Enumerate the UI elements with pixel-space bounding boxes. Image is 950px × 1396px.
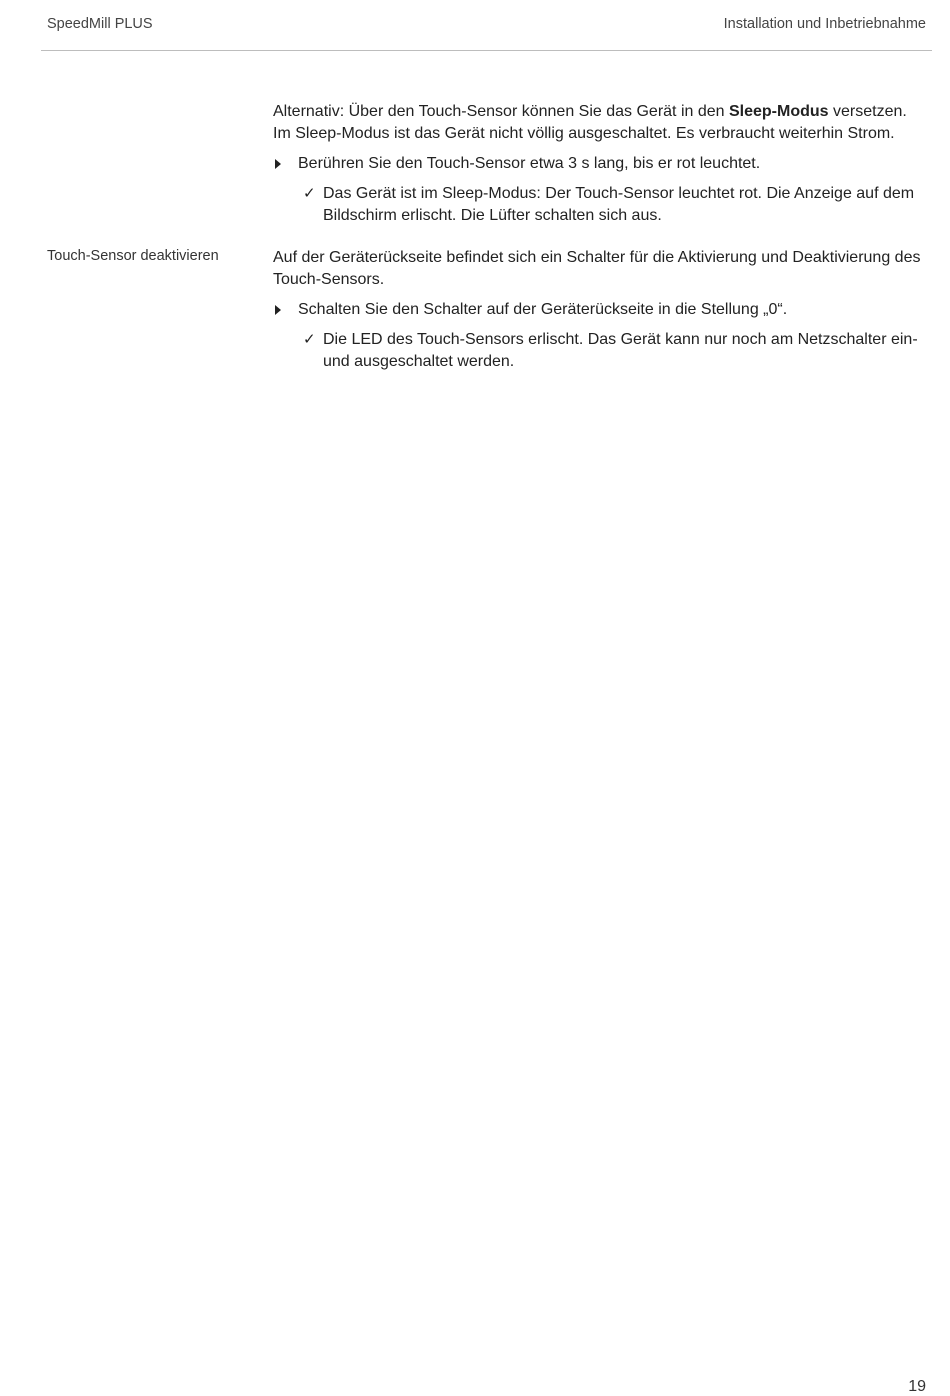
sleep-intro-text-1: Alternativ: Über den Touch-Sensor können Sie das Gerät in den (273, 103, 729, 120)
checkmark-icon: ✓ (303, 185, 316, 202)
checkmark-icon: ✓ (303, 331, 316, 348)
deactivate-intro-paragraph: Auf der Geräterückseite befindet sich ein Schalter für die Aktivierung und Deaktivierung des Touch-Sensors. (273, 249, 921, 288)
deactivate-result (273, 329, 928, 373)
triangle-right-icon (275, 305, 281, 315)
triangle-right-icon (275, 159, 281, 169)
sleep-step-text: Berühren Sie den Touch-Sensor etwa 3 s lang, bis er rot leuchtet. (298, 155, 761, 172)
sleep-intro-paragraph (273, 101, 928, 145)
side-heading: Touch-Sensor deaktivieren (47, 248, 219, 264)
deactivate-result-text: Die LED des Touch-Sensors erlischt. Das Gerät kann nur noch am Netzschalter ein- und ausgeschaltet werden. (323, 331, 918, 370)
section-deactivate-body (273, 247, 928, 381)
deactivate-step-text: Schalten Sie den Schalter auf der Geräterückseite in die Stellung „0“. (298, 301, 788, 318)
sleep-instruction-step (273, 153, 928, 175)
page-number: 19 (908, 1378, 926, 1395)
page-header (41, 0, 932, 51)
sleep-mode-term: Sleep-Modus (728, 103, 829, 120)
section-sleep-body (273, 101, 928, 235)
deactivate-instruction-step (273, 299, 928, 321)
sleep-intro-text-2: versetzen. Im Sleep-Modus ist das Gerät nicht völlig ausgeschaltet. Es verbraucht weiterhin Strom. (273, 103, 907, 142)
sleep-result-text: Das Gerät ist im Sleep-Modus: Der Touch-Sensor leuchtet rot. Die Anzeige auf dem Bildschirm erlischt. Die Lüfter schalten sich aus. (323, 185, 915, 224)
header-product-name: SpeedMill PLUS (47, 16, 153, 32)
header-chapter-title: Installation und Inbetriebnahme (723, 16, 926, 32)
sleep-result (273, 183, 928, 227)
